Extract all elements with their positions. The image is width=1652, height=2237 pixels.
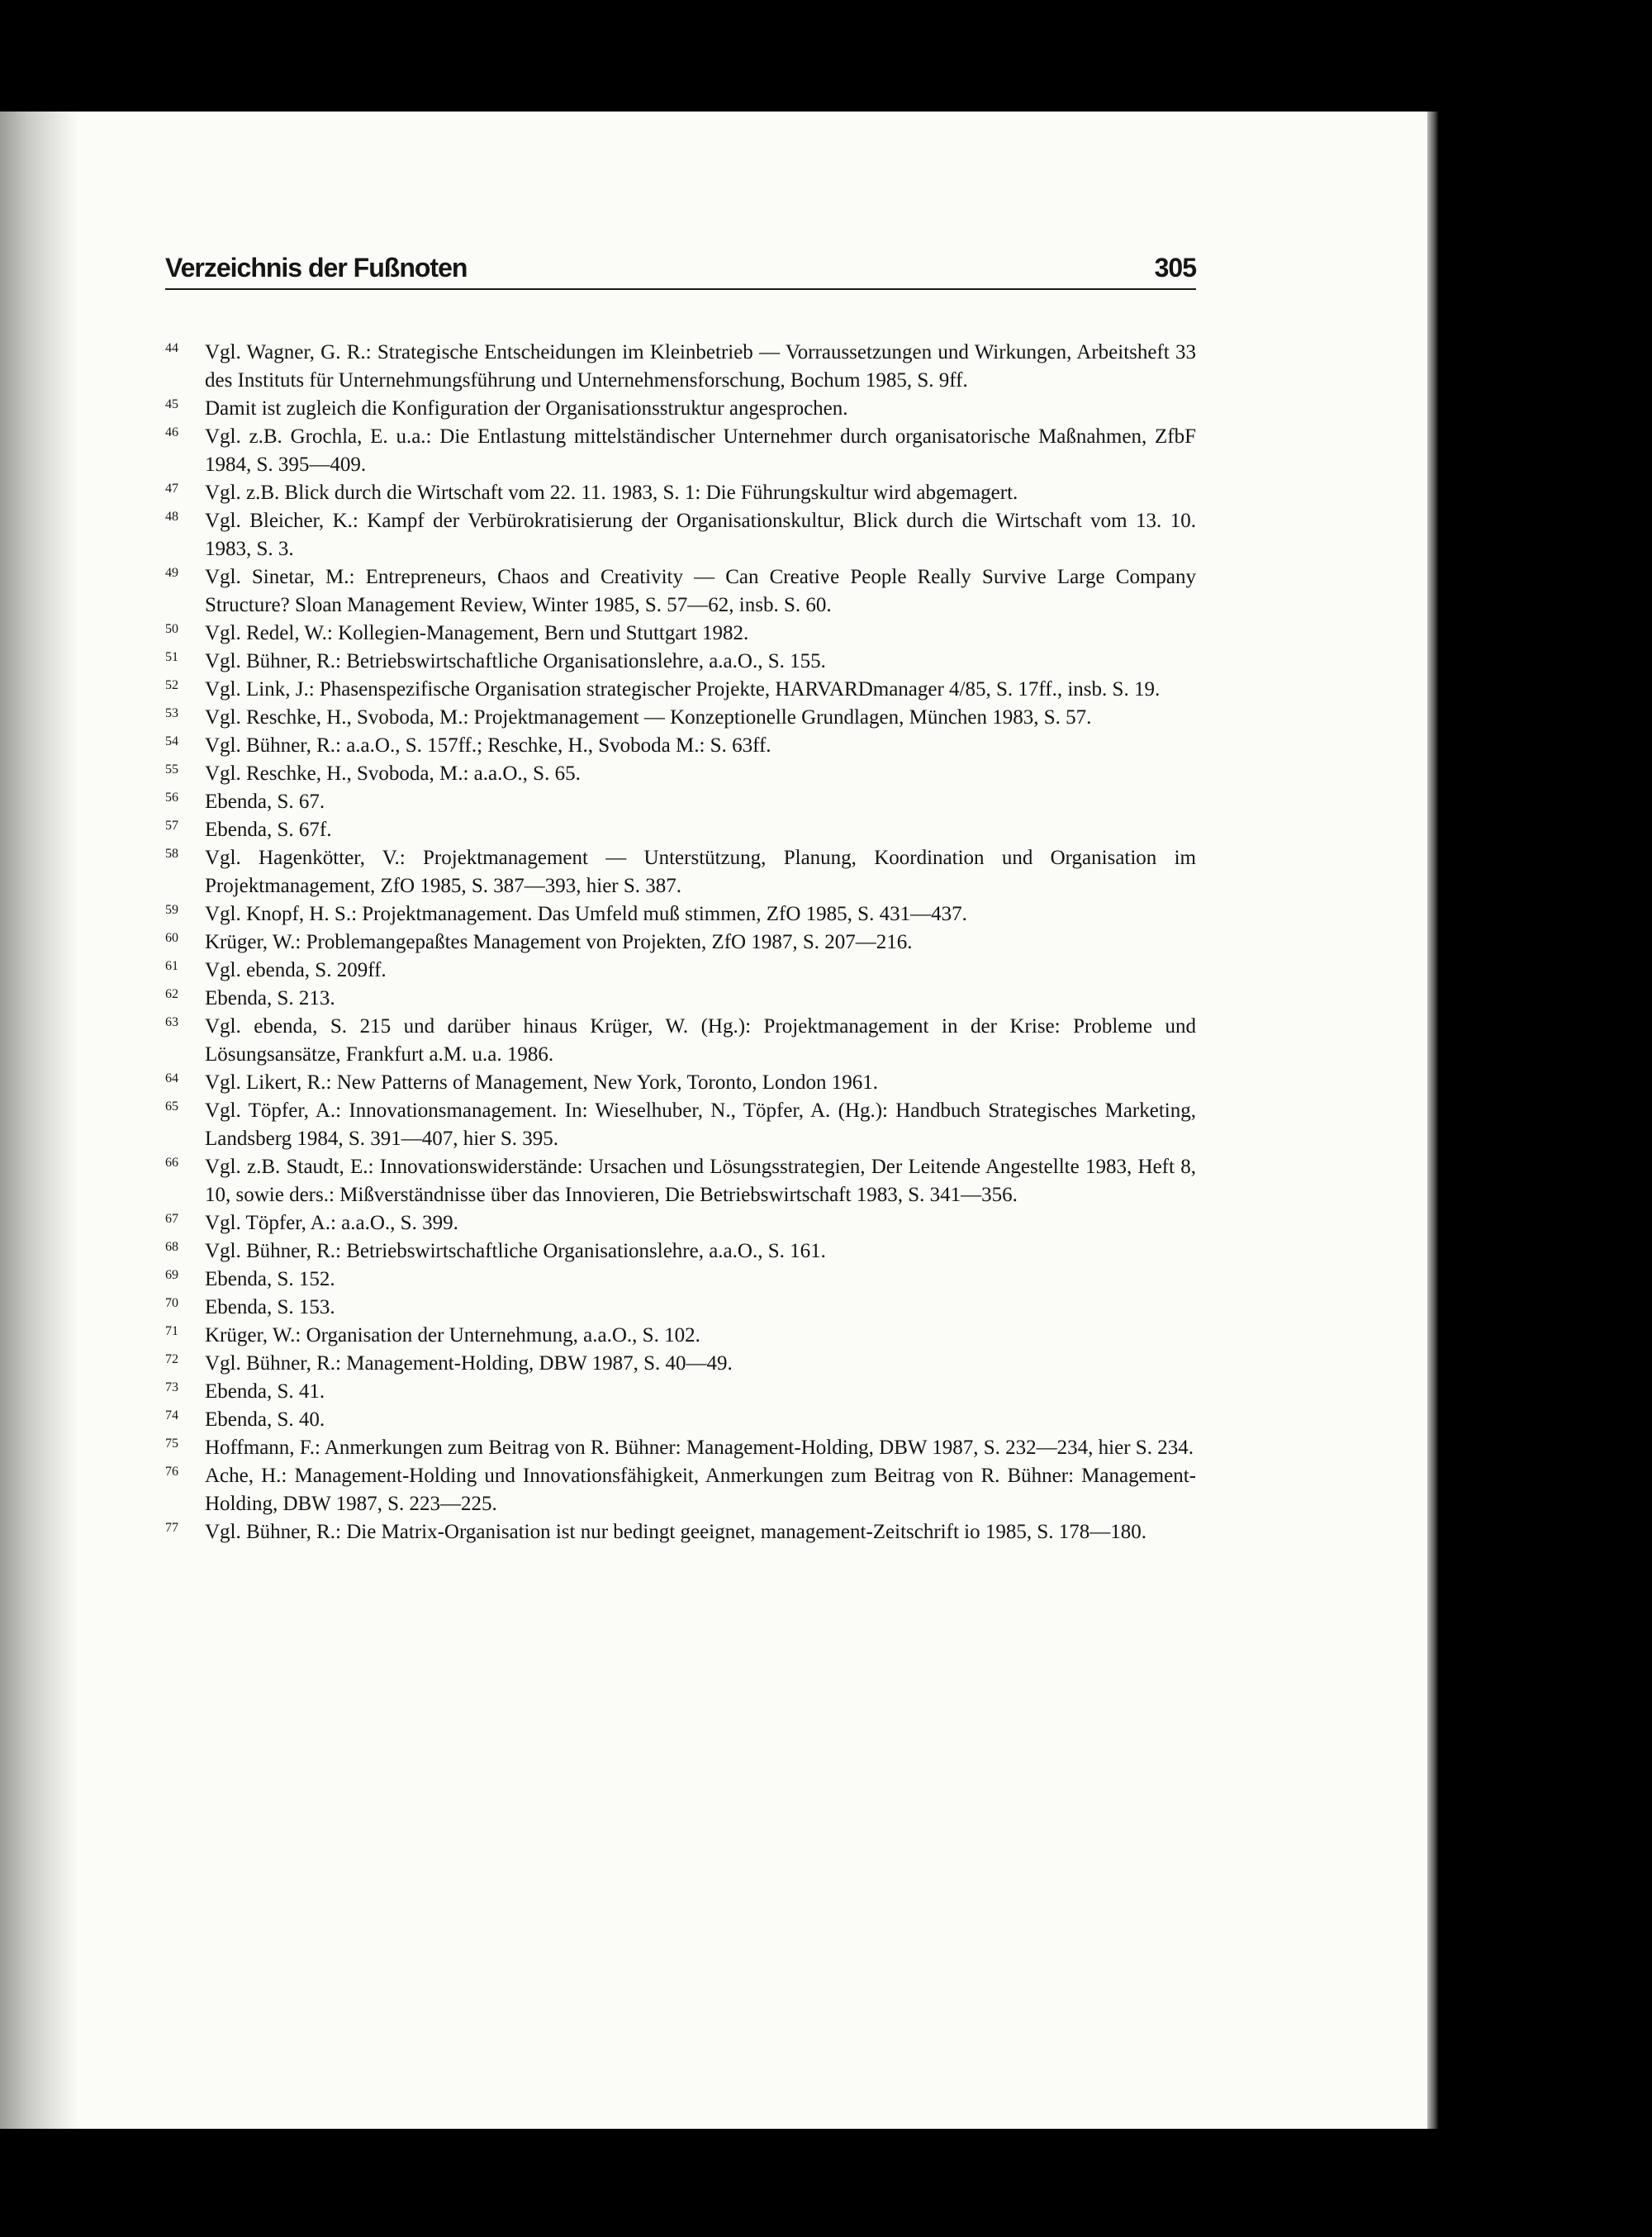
footnote-text: Vgl. z.B. Grochla, E. u.a.: Die Entlastung mittelständischer Unternehmer durch organisatorische Maßnahmen, ZfbF 1984, S. 395—409. [205,425,1196,476]
footnote-item [165,760,1196,788]
footnote-number: 53 [165,706,178,720]
footnote-text: Ebenda, S. 40. [205,1408,325,1431]
footnote-list [165,339,1196,1546]
footnote-text: Vgl. Wagner, G. R.: Strategische Entscheidungen im Kleinbetrieb — Vorraussetzungen und Wirkungen, Arbeitsheft 33 des Instituts für Unternehmungsführung und Unternehmensforschung, Bochum 1985, S. 9ff. [205,341,1196,392]
footnote-number: 75 [165,1437,178,1451]
footnote-number: 49 [165,566,178,580]
footnote-number: 66 [165,1156,178,1170]
footnote-item [165,1406,1196,1434]
footnote-number: 59 [165,903,178,917]
footnote-text: Vgl. Reschke, H., Svoboda, M.: Projektmanagement — Konzeptionelle Grundlagen, München 1983, S. 57. [205,706,1092,729]
footnote-text: Krüger, W.: Problemangepaßtes Management von Projekten, ZfO 1987, S. 207—216. [205,931,913,953]
footnote-number: 74 [165,1408,178,1422]
footnote-text: Krüger, W.: Organisation der Unternehmung, a.a.O., S. 102. [205,1324,700,1346]
footnote-number: 73 [165,1380,178,1394]
footnote-item [165,1266,1196,1294]
footnote-item [165,1069,1196,1097]
footnote-text: Vgl. z.B. Staudt, E.: Innovationswiderstände: Ursachen und Lösungsstrategien, Der Leitende Angestellte 1983, Heft 8, 10, sowie ders.: Mißverständnisse über das Innovieren, Die Betriebswirtschaft 1983, S. 341—356. [205,1156,1196,1206]
footnote-text: Vgl. Link, J.: Phasenspezifische Organisation strategischer Projekte, HARVARDmanager 4/85, S. 17ff., insb. S. 19. [205,678,1161,701]
footnote-number: 57 [165,819,178,833]
footnote-text: Ebenda, S. 213. [205,987,335,1009]
footnote-text: Damit ist zugleich die Konfiguration der Organisationsstruktur angesprochen. [205,397,848,420]
footnote-text: Vgl. Knopf, H. S.: Projektmanagement. Das Umfeld muß stimmen, ZfO 1985, S. 431—437. [205,903,967,925]
footnote-text: Ebenda, S. 41. [205,1380,325,1403]
footnote-item [165,648,1196,676]
book-page [0,112,1427,2129]
footnote-text: Ache, H.: Management-Holding und Innovationsfähigkeit, Anmerkungen zum Beitrag von R. Bühner: Management-Holding, DBW 1987, S. 223—225. [205,1465,1196,1515]
footnote-text: Vgl. Bühner, R.: a.a.O., S. 157ff.; Reschke, H., Svoboda M.: S. 63ff. [205,734,771,757]
footnote-number: 61 [165,959,178,973]
footnote-item [165,1013,1196,1069]
footnote-number: 48 [165,510,178,524]
footnote-item [165,929,1196,957]
footnote-text: Ebenda, S. 67f. [205,819,332,841]
footnote-item [165,704,1196,732]
footnote-number: 46 [165,425,178,439]
footnote-text: Hoffmann, F.: Anmerkungen zum Beitrag von R. Bühner: Management-Holding, DBW 1987, S. 232—234, hier S. 234. [205,1437,1194,1459]
footnote-item [165,985,1196,1013]
page-number: 305 [1154,253,1196,283]
footnote-item [165,1518,1196,1546]
footnote-number: 69 [165,1268,178,1282]
footnote-text: Vgl. ebenda, S. 215 und darüber hinaus Krüger, W. (Hg.): Projektmanagement in der Krise: Probleme und Lösungsansätze, Frankfurt a.M. u.a. 1986. [205,1015,1196,1066]
footnote-number: 68 [165,1240,178,1254]
running-header [165,252,1196,290]
footnote-number: 63 [165,1015,178,1029]
footnote-number: 54 [165,734,178,748]
footnote-item [165,479,1196,507]
page-title: Verzeichnis der Fußnoten [165,253,468,283]
footnote-item [165,507,1196,563]
footnote-number: 60 [165,931,178,945]
footnote-item [165,732,1196,760]
footnote-item [165,1322,1196,1350]
footnote-text: Ebenda, S. 67. [205,791,325,813]
footnote-item [165,1462,1196,1518]
footnote-number: 76 [165,1465,178,1479]
page-edge-shadow [1427,112,1439,2129]
footnote-number: 65 [165,1100,178,1114]
footnote-item [165,339,1196,395]
footnote-number: 51 [165,650,178,664]
footnote-item [165,1097,1196,1153]
footnote-number: 52 [165,678,178,692]
footnote-item [165,676,1196,704]
footnote-text: Vgl. Redel, W.: Kollegien-Management, Bern und Stuttgart 1982. [205,622,749,644]
footnote-number: 55 [165,762,178,777]
footnote-item [165,1237,1196,1266]
footnote-text: Vgl. Bühner, R.: Die Matrix-Organisation ist nur bedingt geeignet, management-Zeitschrift io 1985, S. 178—180. [205,1521,1147,1543]
footnote-number: 67 [165,1212,178,1226]
footnote-text: Vgl. Bleicher, K.: Kampf der Verbürokratisierung der Organisationskultur, Blick durch die Wirtschaft vom 13. 10. 1983, S. 3. [205,510,1196,560]
footnote-text: Vgl. Reschke, H., Svoboda, M.: a.a.O., S. 65. [205,762,581,785]
footnote-item [165,1294,1196,1322]
footnote-number: 77 [165,1521,178,1535]
footnote-text: Vgl. z.B. Blick durch die Wirtschaft vom 22. 11. 1983, S. 1: Die Führungskultur wird abgemagert. [205,482,1018,504]
footnote-text: Ebenda, S. 152. [205,1268,335,1290]
footnote-item [165,788,1196,816]
footnote-number: 62 [165,987,178,1001]
footnote-number: 70 [165,1296,178,1310]
footnote-item [165,1209,1196,1237]
footnote-number: 50 [165,622,178,636]
footnote-number: 45 [165,397,178,411]
footnote-item [165,395,1196,423]
footnote-item [165,1434,1196,1462]
footnote-item [165,957,1196,985]
footnote-number: 47 [165,482,178,496]
footnote-item [165,1378,1196,1406]
footnote-text: Ebenda, S. 153. [205,1296,335,1318]
footnote-number: 71 [165,1324,178,1338]
footnote-text: Vgl. Bühner, R.: Management-Holding, DBW 1987, S. 40—49. [205,1352,733,1375]
footnote-item [165,816,1196,844]
footnote-item [165,423,1196,479]
footnote-text: Vgl. Hagenkötter, V.: Projektmanagement — Unterstützung, Planung, Koordination und Organisation im Projektmanagement, ZfO 1985, S. 387—393, hier S. 387. [205,847,1196,897]
footnote-item [165,563,1196,620]
footnote-item [165,844,1196,900]
footnote-text: Vgl. Bühner, R.: Betriebswirtschaftliche Organisationslehre, a.a.O., S. 155. [205,650,826,672]
footnote-text: Vgl. Bühner, R.: Betriebswirtschaftliche Organisationslehre, a.a.O., S. 161. [205,1240,826,1262]
footnote-item [165,900,1196,929]
footnote-number: 58 [165,847,178,861]
page-spine-shadow [0,112,78,2129]
footnote-number: 64 [165,1071,178,1085]
footnote-item [165,1350,1196,1378]
footnote-text: Vgl. ebenda, S. 209ff. [205,959,387,981]
footnote-text: Vgl. Sinetar, M.: Entrepreneurs, Chaos and Creativity — Can Creative People Really Survive Large Company Structure? Sloan Management Review, Winter 1985, S. 57—62, insb. S. 60. [205,566,1196,616]
footnote-text: Vgl. Töpfer, A.: a.a.O., S. 399. [205,1212,458,1234]
footnote-item [165,620,1196,648]
footnote-number: 56 [165,791,178,805]
footnote-item [165,1153,1196,1209]
footnote-text: Vgl. Töpfer, A.: Innovationsmanagement. In: Wieselhuber, N., Töpfer, A. (Hg.): Handbuch Strategisches Marketing, Landsberg 1984, S. 391—407, hier S. 395. [205,1100,1196,1150]
footnote-number: 72 [165,1352,178,1366]
footnote-text: Vgl. Likert, R.: New Patterns of Management, New York, Toronto, London 1961. [205,1071,879,1094]
footnote-number: 44 [165,341,178,355]
